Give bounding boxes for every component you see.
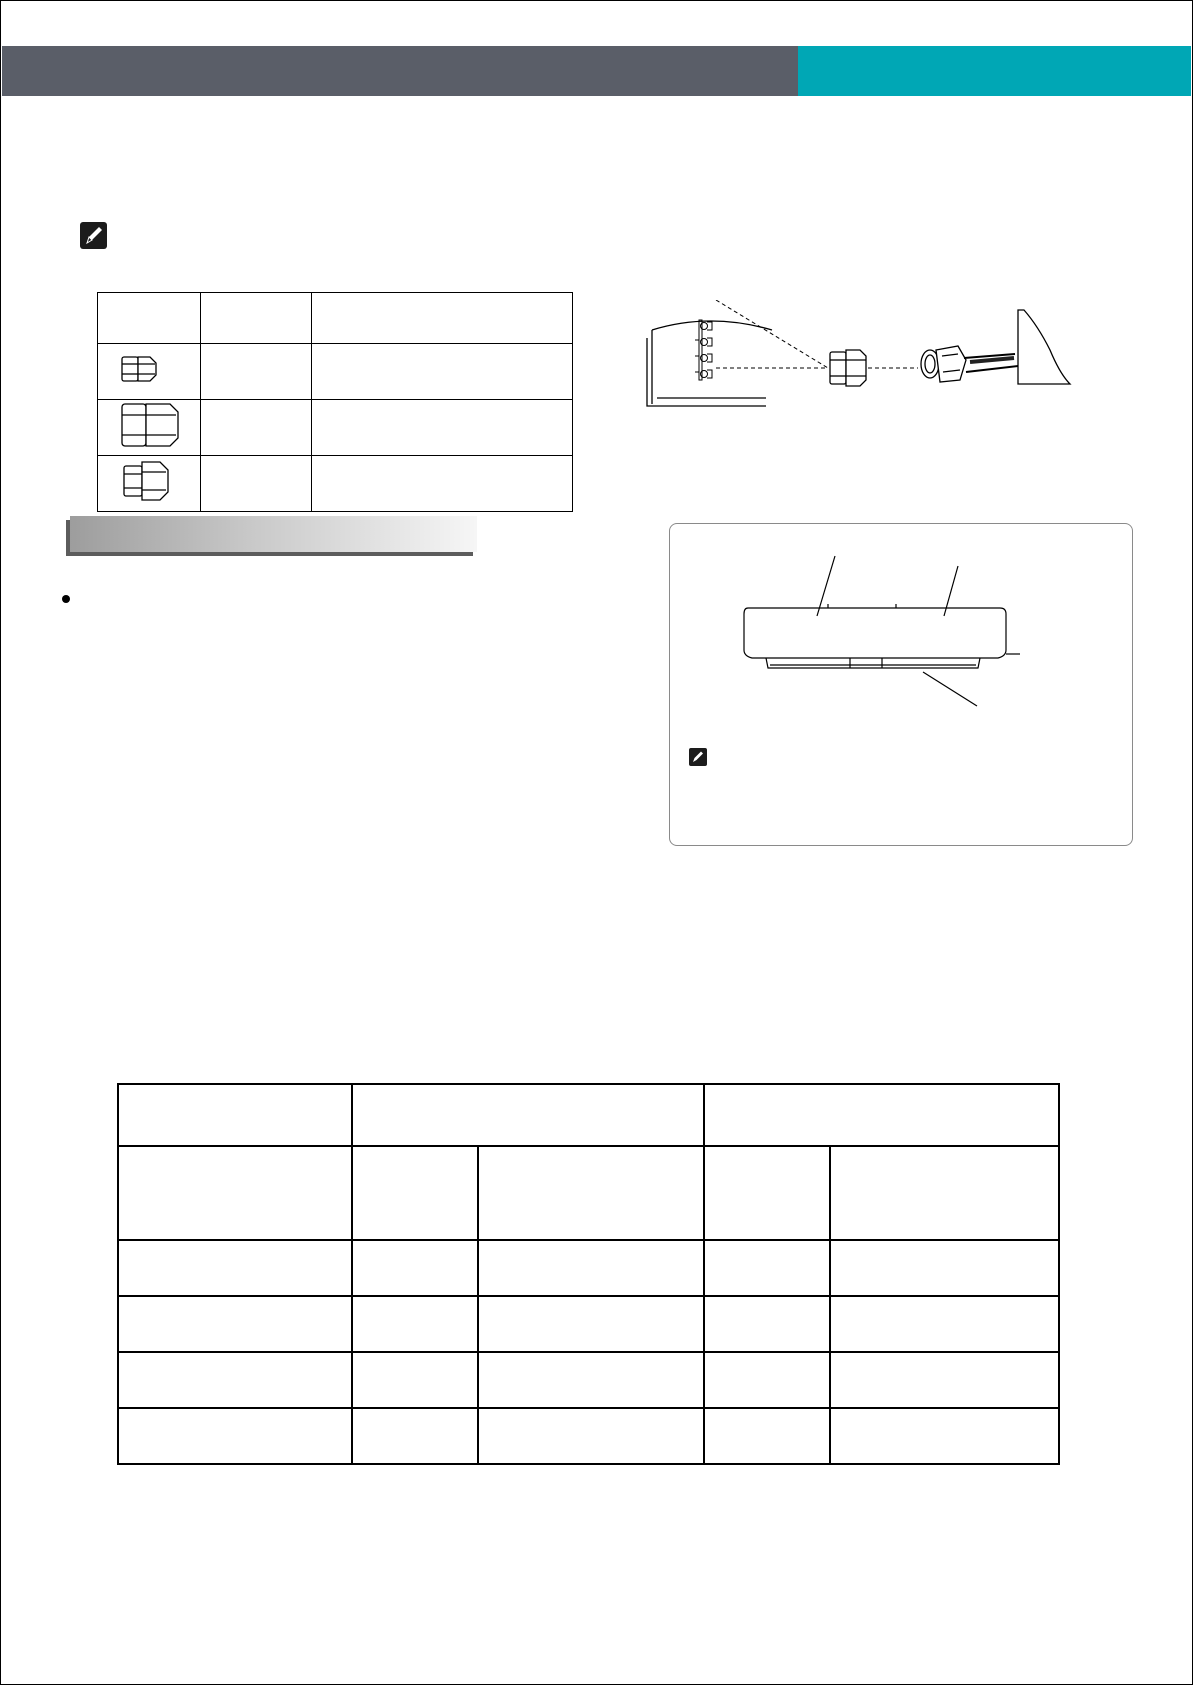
table-cell: [118, 1296, 352, 1352]
pencil-note-icon: [689, 748, 707, 766]
table-cell: [312, 400, 573, 456]
table-cell: [118, 1240, 352, 1296]
specification-table: [117, 1083, 1060, 1465]
table-row: [98, 400, 573, 456]
table-row: [118, 1408, 1059, 1464]
small-union-nut-icon: [98, 344, 200, 394]
reducer-nut-icon: [98, 456, 200, 506]
table-row: [118, 1352, 1059, 1408]
pipe-connection-diagram: [640, 300, 1080, 410]
table-cell: [118, 1084, 352, 1146]
fitting-cell: [98, 400, 201, 456]
bullet-point: [62, 595, 70, 603]
table-cell: [352, 1352, 478, 1408]
table-subheader-row: [118, 1146, 1059, 1240]
table-cell: [830, 1296, 1059, 1352]
table-cell: [352, 1296, 478, 1352]
table-row: [118, 1296, 1059, 1352]
table-cell: [478, 1408, 704, 1464]
table-cell: [478, 1240, 704, 1296]
header-accent-band: [798, 46, 1191, 96]
table-cell: [98, 293, 201, 344]
table-cell: [201, 400, 312, 456]
fitting-cell: [98, 344, 201, 400]
table-cell: [352, 1240, 478, 1296]
table-cell: [352, 1084, 704, 1146]
section-heading-bar: [70, 516, 477, 552]
table-header-row: [98, 293, 573, 344]
table-row: [98, 344, 573, 400]
fittings-table: [97, 292, 573, 512]
table-cell: [830, 1146, 1059, 1240]
table-cell: [478, 1146, 704, 1240]
table-cell: [704, 1084, 1059, 1146]
header-band: [2, 46, 798, 96]
table-cell: [704, 1240, 830, 1296]
table-cell: [312, 456, 573, 512]
large-union-nut-icon: [98, 400, 200, 450]
table-cell: [201, 293, 312, 344]
pencil-note-icon: [80, 222, 107, 249]
table-cell: [704, 1408, 830, 1464]
table-cell: [312, 293, 573, 344]
table-cell: [704, 1146, 830, 1240]
table-cell: [201, 344, 312, 400]
table-row: [98, 456, 573, 512]
table-header-row: [118, 1084, 1059, 1146]
table-cell: [118, 1146, 352, 1240]
table-cell: [704, 1352, 830, 1408]
table-cell: [830, 1408, 1059, 1464]
table-cell: [478, 1296, 704, 1352]
indoor-unit-diagram: [669, 523, 1133, 846]
table-cell: [704, 1296, 830, 1352]
table-cell: [830, 1352, 1059, 1408]
table-cell: [118, 1408, 352, 1464]
table-cell: [352, 1408, 478, 1464]
table-cell: [312, 344, 573, 400]
fitting-cell: [98, 456, 201, 512]
table-cell: [830, 1240, 1059, 1296]
table-cell: [478, 1352, 704, 1408]
table-cell: [118, 1352, 352, 1408]
table-row: [118, 1240, 1059, 1296]
table-cell: [352, 1146, 478, 1240]
table-cell: [201, 456, 312, 512]
